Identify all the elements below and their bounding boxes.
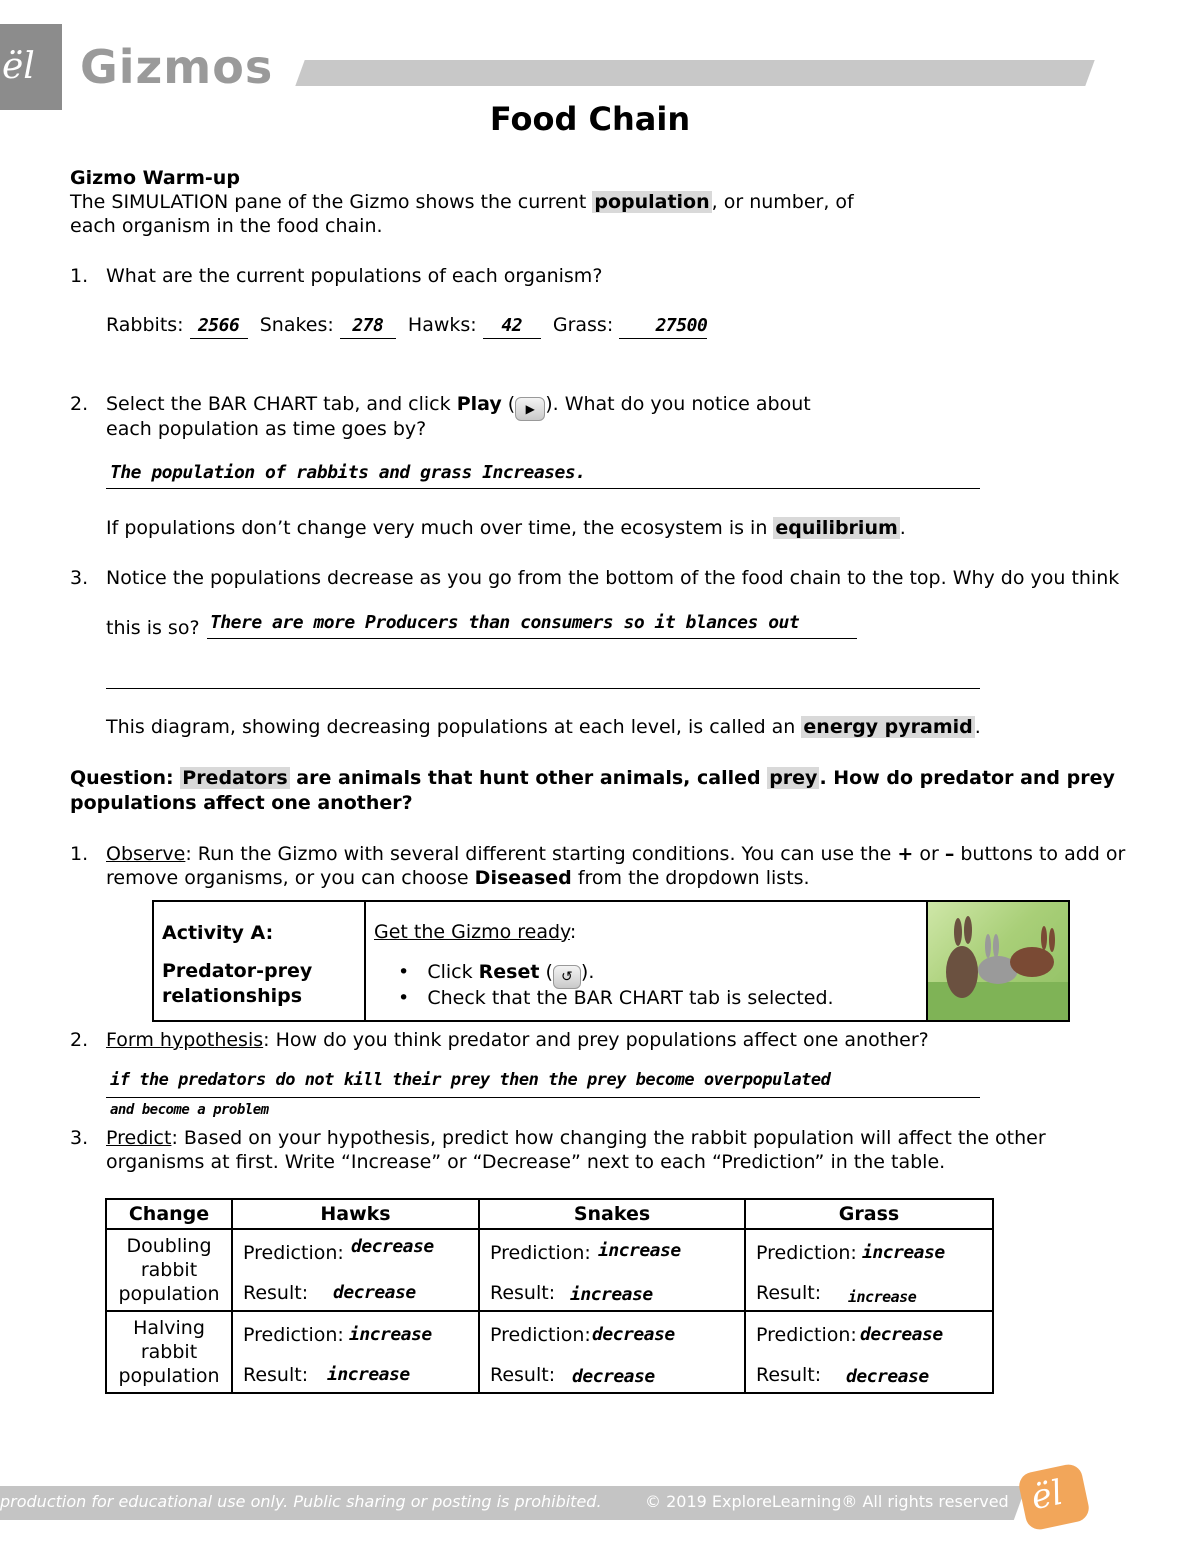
q3-text-line2: this is so? [106, 617, 200, 639]
q1-populations: Rabbits: 2566 Snakes: 278 Hawks: 42 Grass: 27500 [106, 313, 707, 339]
step2-number: 2. [70, 1029, 89, 1051]
cell-hawks: Prediction: increase Result: increase [232, 1311, 479, 1393]
logo-box [0, 24, 62, 110]
snakes-result: decrease [572, 1366, 655, 1387]
table-header-row [106, 1199, 993, 1229]
q1-number: 1. [70, 265, 89, 287]
grass-prediction: decrease [860, 1324, 943, 1345]
snakes-prediction: increase [598, 1240, 681, 1261]
step2-answer-line1: if the predators do not kill their prey then the prey become overpopulated [110, 1070, 831, 1090]
q2-number: 2. [70, 393, 89, 415]
hawks-prediction: decrease [351, 1236, 434, 1257]
table-row [106, 1311, 993, 1393]
answer-line [207, 638, 857, 639]
prey-term: prey [769, 767, 818, 789]
warmup-intro-line2: each organism in the food chain. [70, 215, 383, 237]
bullet-barchart: • Check that the BAR CHART tab is selected. [398, 987, 834, 1009]
cell-snakes: Prediction: decrease Result: decrease [479, 1311, 745, 1393]
snakes-result: increase [570, 1284, 653, 1305]
hawks-prediction: increase [349, 1324, 432, 1345]
q3-text: Notice the populations decrease as you go from the bottom of the food chain to the top. Why do you think [106, 567, 1120, 589]
q2-answer: The population of rabbits and grass Increases. [110, 462, 586, 483]
prediction-table [105, 1198, 994, 1394]
step1-text-line2: remove organisms, or you can choose Diseased from the dropdown lists. [106, 867, 810, 889]
row-change-halving: Halving rabbit population [106, 1311, 232, 1393]
cell-hawks: Prediction: decrease Result: decrease [232, 1229, 479, 1311]
cell-grass: Prediction: decrease Result: decrease [745, 1311, 993, 1393]
explorelearning-logo [1017, 1462, 1092, 1532]
step2-text: Form hypothesis: How do you think predator and prey populations affect one another? [106, 1029, 929, 1051]
answer-line [106, 488, 980, 489]
q3-answer: There are more Producers than consumers so it blances out [210, 612, 800, 633]
activity-box [152, 900, 1070, 1022]
footer-logo-mark: ël [1027, 1472, 1067, 1519]
footer-copyright: © 2019 ExploreLearning® All rights reserved [645, 1492, 1009, 1511]
answer-line [106, 1097, 980, 1098]
equilibrium-term: equilibrium [775, 517, 898, 539]
grass-prediction: increase [862, 1242, 945, 1263]
row-change-doubling: Doubling rabbit population [106, 1229, 232, 1311]
equilibrium-note: If populations don’t change very much over time, the ecosystem is in equilibrium . [106, 517, 906, 539]
rabbits-answer: 2566 [190, 314, 248, 339]
logo-mark: ël [2, 46, 35, 87]
hawks-result: decrease [333, 1282, 416, 1303]
rabbits-illustration [928, 902, 1068, 1020]
energy-pyramid-term: energy pyramid [803, 716, 973, 738]
header-hawks: Hawks [232, 1199, 479, 1229]
warmup-heading: Gizmo Warm-up [70, 167, 240, 189]
header-snakes: Snakes [479, 1199, 745, 1229]
q1-text: What are the current populations of each organism? [106, 265, 603, 287]
activity-subtitle: Predator-prey relationships [162, 960, 313, 1007]
warmup-intro: The SIMULATION pane of the Gizmo shows the current population , or number, of [70, 191, 854, 213]
table-row [106, 1229, 993, 1311]
get-ready: Get the Gizmo ready: [374, 921, 577, 943]
q2-text-line2: each population as time goes by? [106, 418, 427, 440]
step1-number: 1. [70, 843, 89, 865]
rabbits-image [926, 902, 1068, 1020]
question-line2: populations affect one another? [70, 792, 413, 814]
header-change: Change [106, 1199, 232, 1229]
q2-text: Select the BAR CHART tab, and click Play ( ▶ ). What do you notice about [106, 392, 811, 421]
footer-notice: production for educational use only. Public sharing or posting is prohibited. [0, 1492, 602, 1511]
bullet-reset: • Click Reset ( ↺ ). [398, 960, 594, 989]
step3-text-line2: organisms at first. Write “Increase” or “Decrease” next to each “Prediction” in the table. [106, 1151, 946, 1173]
gizmos-logo-text: Gizmos [80, 40, 274, 94]
grass-answer: 27500 [619, 314, 707, 339]
play-icon: ▶ [515, 397, 545, 421]
pyramid-note: This diagram, showing decreasing populations at each level, is called an energy pyramid . [106, 716, 981, 738]
cell-grass: Prediction: increase Result: increase [745, 1229, 993, 1311]
grass-result: decrease [846, 1366, 929, 1387]
reset-icon: ↺ [553, 965, 581, 989]
step2-answer-line2: and become a problem [110, 1102, 269, 1118]
question-heading: Question: Predators are animals that hunt other animals, called prey . How do predator and prey [70, 767, 1115, 789]
q3-number: 3. [70, 567, 89, 589]
activity-title: Activity A: [162, 922, 274, 944]
snakes-prediction: decrease [592, 1324, 675, 1345]
activity-title-cell [154, 902, 366, 1020]
snakes-answer: 278 [340, 314, 396, 339]
header-bar [295, 60, 1094, 86]
hawks-answer: 42 [483, 314, 541, 339]
predators-term: Predators [182, 767, 288, 789]
cell-snakes: Prediction: increase Result: increase [479, 1229, 745, 1311]
population-term: population [594, 191, 710, 213]
answer-line [106, 688, 980, 689]
grass-result: increase [848, 1288, 917, 1306]
page-title: Food Chain [489, 100, 691, 138]
hawks-result: increase [327, 1364, 410, 1385]
step1-text: Observe: Run the Gizmo with several different starting conditions. You can use the + or – buttons to add or [106, 843, 1126, 865]
step3-text: Predict: Based on your hypothesis, predict how changing the rabbit population will affect the other [106, 1127, 1046, 1149]
header-grass: Grass [745, 1199, 993, 1229]
step3-number: 3. [70, 1127, 89, 1149]
